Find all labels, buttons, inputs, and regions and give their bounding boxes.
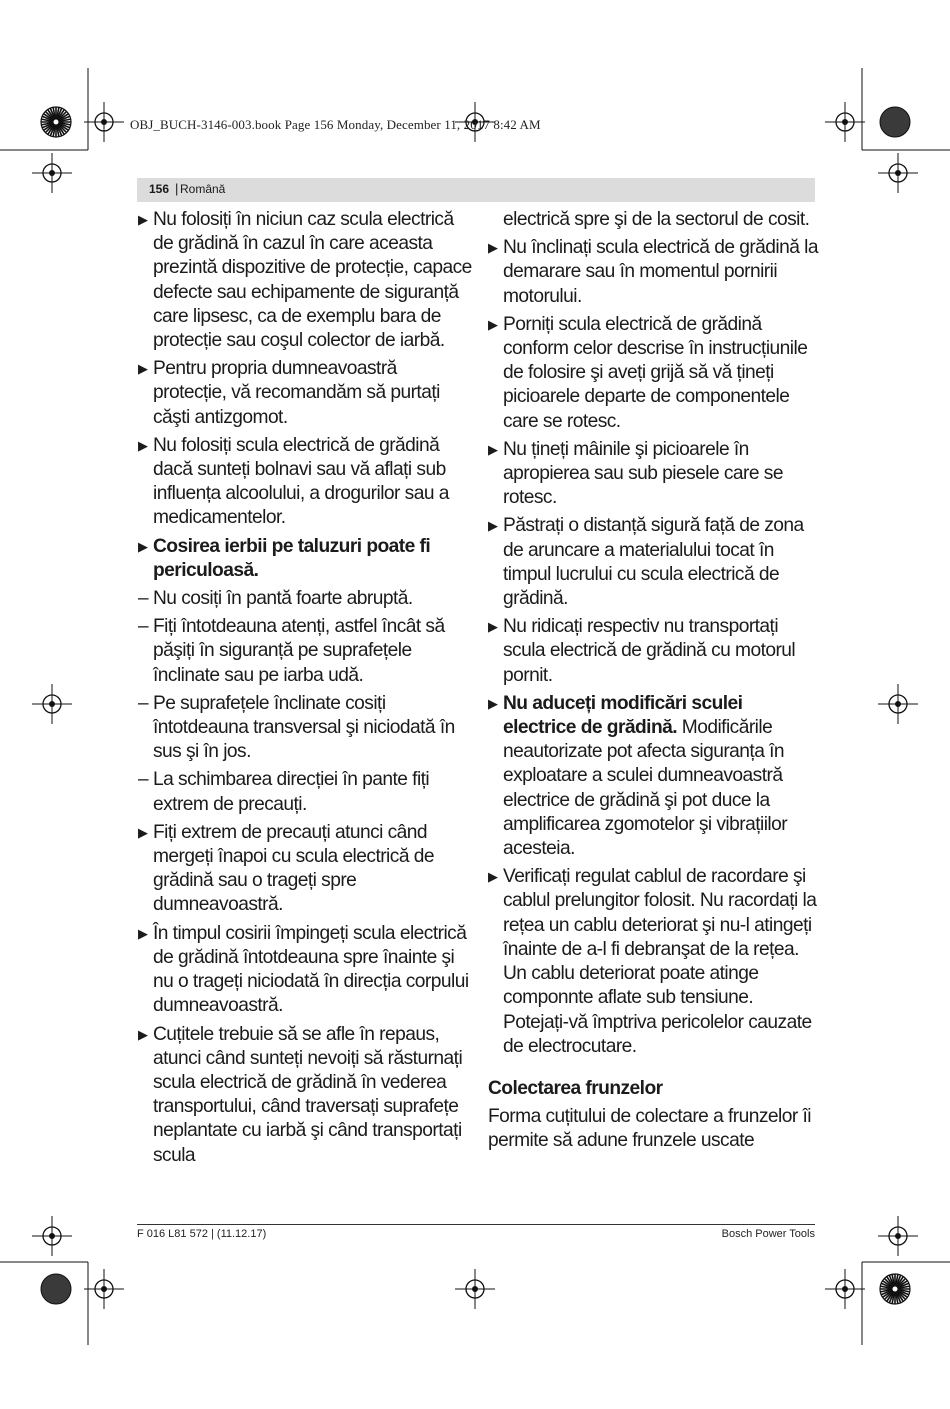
dash-marker: – (138, 692, 149, 714)
safety-item-text: Porniți scula electrică de grădină conform celor descrise în instrucțiunile de folosire şi aveți grijă să vă țineți picioarele departe de componentele care se rotesc. (503, 313, 808, 432)
bullet-marker: ▶ (138, 824, 148, 840)
dash-marker: – (138, 616, 149, 638)
safety-item (488, 236, 818, 309)
bullet-marker: ▶ (138, 361, 148, 377)
safety-item-text: Modificările neautorizate pot afecta siguranța în exploatare a sculei dumneavoastră electrice de grădină şi pot duce la amplificarea zgomotelor şi vibrațiilor acesteia. (503, 717, 788, 860)
bullet-marker: ▶ (488, 619, 498, 635)
safety-item-text: În timpul cosirii împingeți scula electrică de grădină întotdeauna spre înainte şi nu o trageți niciodată în direcția corpului dumneavoastră. (153, 922, 469, 1017)
footer-divider (137, 1224, 815, 1225)
safety-item (138, 357, 473, 430)
safety-item (488, 514, 818, 611)
safety-item (488, 615, 818, 688)
dash-item-text: Pe suprafețele înclinate cosiți întotdeauna transversal şi niciodată în sus şi în jos. (153, 692, 455, 763)
safety-item (488, 313, 818, 434)
page-number: 156 (149, 182, 170, 196)
header-language: Română (180, 182, 226, 196)
safety-item (138, 1023, 473, 1168)
dash-item-text: Fiți întotdeauna atenți, astfel încât să păşiți în siguranță pe suprafețele înclinate sau pe iarba udă. (153, 616, 445, 686)
dash-item (138, 768, 473, 816)
safety-item-bold-text: Cosirea ierbii pe taluzuri poate fi periculoasă. (153, 535, 431, 581)
dash-item (138, 615, 473, 688)
dash-marker: – (138, 769, 149, 791)
section-title: Colectarea frunzelor (488, 1077, 663, 1099)
footer-brand: Bosch Power Tools (721, 1228, 815, 1240)
footer-doc-code: F 016 L81 572 | (11.12.17) (137, 1228, 267, 1240)
dash-item-text: La schimbarea direcției în pante fiți extrem de precauți. (153, 769, 430, 815)
safety-item-bold-text: Nu aduceți modificări sculei electrice de grădină. (503, 692, 743, 739)
safety-item-text: Nu folosiți scula electrică de grădină dacă sunteți bolnavi sau vă aflați sub influența alcoolului, a drogurilor sau a medicamentelor. (153, 434, 449, 529)
safety-item (138, 434, 473, 531)
safety-item-text: Pentru propria dumneavoastră protecție, vă recomandăm să purtați căşti antizgomot. (153, 358, 440, 428)
safety-item-text: Nu folosiți în niciun caz scula electrică de grădină în cazul în care aceasta prezintă dispozitive de protecție, capace defecte sau echipamente de siguranță care lipsesc, ca de exemplu bara de protecție sau coşul colector de iarbă. (153, 209, 472, 352)
continued-text: electrică spre şi de la sectorul de cosit. (503, 209, 810, 230)
bullet-marker: ▶ (488, 316, 498, 332)
safety-item (488, 865, 818, 1059)
dash-marker: – (138, 588, 149, 610)
bullet-marker: ▶ (138, 1026, 148, 1042)
safety-item-text: Nu țineți mâinile şi picioarele în apropierea sau sub piesele care se rotesc. (503, 438, 783, 509)
safety-item (488, 692, 818, 861)
bullet-marker: ▶ (488, 240, 498, 256)
dash-item (138, 587, 473, 611)
bullet-marker: ▶ (138, 212, 148, 227)
bullet-marker: ▶ (488, 869, 498, 885)
safety-item (488, 438, 818, 511)
safety-item-text: Păstrați o distanță sigură față de zona de aruncare a materialului tocat în timpul lucrului cu scula electrică de grădină. (503, 515, 804, 610)
safety-item-text: Cuțitele trebuie să se afle în repaus, atunci când sunteți nevoiți să răsturnați scula electrică de grădină în vederea transportului, când traversați suprafețe neplantate cu iarbă şi când transportați scula (153, 1023, 463, 1166)
safety-item-text: Nu înclinați scula electrică de grădină la demarare sau în momentul pornirii motorului. (503, 237, 818, 307)
header-separator: | (175, 181, 179, 196)
page-header-bar (137, 178, 815, 202)
bullet-marker: ▶ (138, 538, 148, 554)
right-column (488, 208, 818, 1154)
bullet-marker: ▶ (138, 437, 148, 453)
bullet-marker: ▶ (488, 695, 498, 711)
safety-item (138, 821, 473, 918)
bullet-marker: ▶ (138, 925, 148, 941)
dash-item-text: Nu cosiți în pantă foarte abruptă. (153, 588, 413, 610)
dash-item (138, 692, 473, 765)
safety-item-text: Verificați regulat cablul de racordare şi cablul prelungitor folosit. Nu racordați la rețea un cablu deteriorat şi nu-l atingeți înainte de a-l fi debranşat de la rețea. Un cablu deteriorat poate atinge componnte aflate sub tensiune. Potejați-vă împtriva pericolelor cauzate de electrocutare. (503, 866, 817, 1057)
print-header: OBJ_BUCH-3146-003.book Page 156 Monday, December 11, 2017 8:42 AM (130, 117, 541, 132)
safety-item (138, 535, 473, 583)
safety-item (138, 922, 473, 1019)
safety-item-text: Fiți extrem de precauți atunci când mergeți înapoi cu scula electrică de grădină sau o trageți spre dumneavoastră. (153, 821, 434, 916)
bullet-marker: ▶ (488, 441, 498, 457)
safety-item (138, 208, 473, 353)
section-text: Forma cuțitului de colectare a frunzelor îi permite să adune frunzele uscate (488, 1106, 811, 1152)
left-column (138, 208, 473, 1172)
safety-item-text: Nu ridicați respectiv nu transportați scula electrică de grădină cu motorul pornit. (503, 616, 796, 686)
bullet-marker: ▶ (488, 518, 498, 534)
